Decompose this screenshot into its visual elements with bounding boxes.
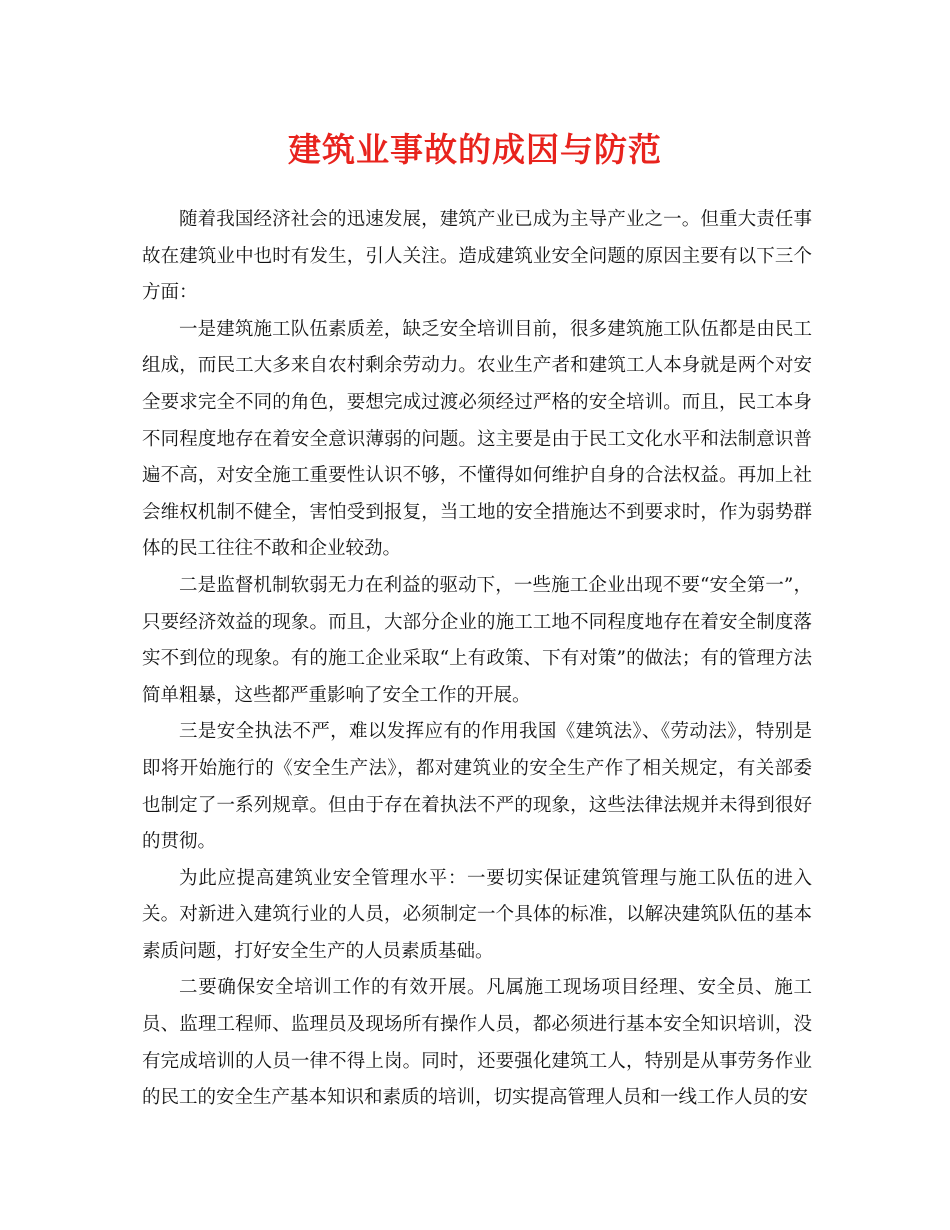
document-title: 建筑业事故的成因与防范: [288, 130, 662, 169]
paragraph-reason-two: 二是监督机制软弱无力在利益的驱动下，一些施工企业出现不要“安全第一”，只要经济效益的现象。而且，大部分企业的施工工地不同程度地存在着安全制度落实不到位的现象。有的施工企业采取“上有政策、下有对策”的做法；有的管理方法简单粗暴，这些都严重影响了安全工作的开展。: [142, 574, 812, 706]
paragraph-measure-one: 为此应提高建筑业安全管理水平：一要切实保证建筑管理与施工队伍的进入关。对新进入建筑行业的人员，必须制定一个具体的标准，以解决建筑队伍的基本素质问题，打好安全生产的人员素质基础。: [142, 867, 812, 962]
document-body: [142, 202, 812, 1117]
paragraph-measure-two: 二要确保安全培训工作的有效开展。凡属施工现场项目经理、安全员、施工员、监理工程师、监理员及现场所有操作人员，都必须进行基本安全知识培训，没有完成培训的人员一律不得上岗。同时，还要强化建筑工人，特别是从事劳务作业的民工的安全生产基本知识和素质的培训，切实提高管理人员和一线工作人员的安: [142, 977, 812, 1109]
paragraph-reason-one: 一是建筑施工队伍素质差，缺乏安全培训目前，很多建筑施工队伍都是由民工组成，而民工大多来自农村剩余劳动力。农业生产者和建筑工人本身就是两个对安全要求完全不同的角色，要想完成过渡必须经过严格的安全培训。而且，民工本身不同程度地存在着安全意识薄弱的问题。这主要是由于民工文化水平和法制意识普遍不高，对安全施工重要性认识不够，不懂得如何维护自身的合法权益。再加上社会维权机制不健全，害怕受到报复，当工地的安全措施达不到要求时，作为弱势群体的民工往往不敢和企业较劲。: [142, 318, 812, 560]
paragraph-intro: 随着我国经济社会的迅速发展，建筑产业已成为主导产业之一。但重大责任事故在建筑业中也时有发生，引人关注。造成建筑业安全问题的原因主要有以下三个方面：: [142, 209, 812, 304]
paragraph-reason-three: 三是安全执法不严，难以发挥应有的作用我国《建筑法》、《劳动法》，特别是即将开始施行的《安全生产法》，都对建筑业的安全生产作了相关规定，有关部委也制定了一系列规章。但由于存在着执法不严的现象，这些法律法规并未得到很好的贯彻。: [142, 721, 812, 853]
